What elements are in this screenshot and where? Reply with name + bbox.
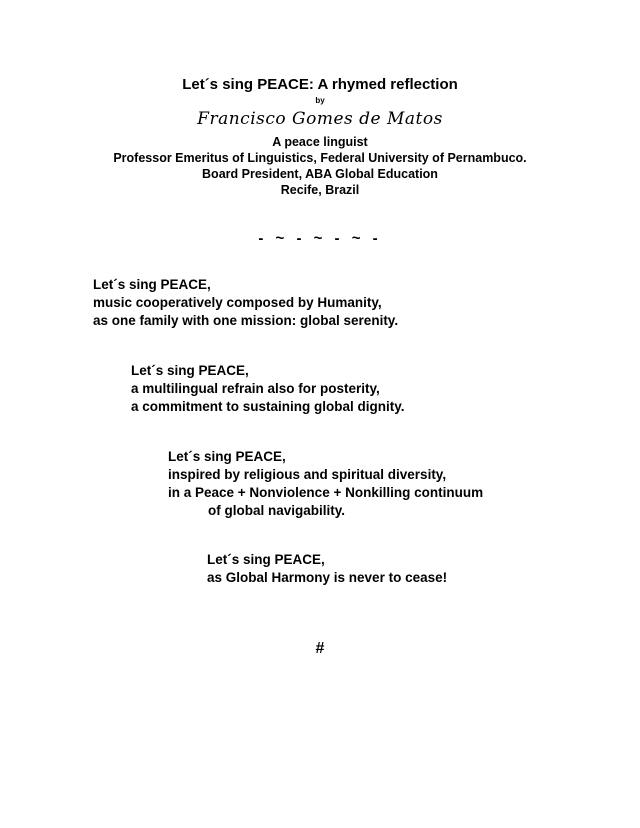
poem-line: Let´s sing PEACE,: [131, 363, 249, 378]
author-location: Recife, Brazil: [280, 183, 360, 197]
poem-stanza-1: [93, 276, 398, 330]
author-position: Professor Emeritus of Linguistics, Federal University of Pernambuco.: [113, 151, 527, 165]
poem-line: inspired by religious and spiritual diversity,: [168, 467, 447, 482]
poem-title: Let´s sing PEACE: A rhymed reflection: [182, 76, 458, 93]
poem-stanza-2: [131, 362, 405, 416]
poem-line: as Global Harmony is never to cease!: [207, 570, 448, 585]
poem-line: in a Peace + Nonviolence + Nonkilling continuum: [168, 485, 484, 500]
author-board-role: Board President, ABA Global Education: [202, 167, 438, 181]
poem-stanza-3: [168, 448, 483, 520]
poem-line: a multilingual refrain also for posterity,: [131, 381, 380, 396]
end-mark: #: [315, 640, 325, 657]
by-line: by: [315, 96, 325, 105]
poem-line: Let´s sing PEACE,: [168, 449, 286, 464]
poem-line: of global navigability.: [208, 503, 346, 518]
poem-line: a commitment to sustaining global dignity.: [131, 399, 405, 414]
poem-line: Let´s sing PEACE,: [93, 277, 211, 292]
poem-line: Let´s sing PEACE,: [207, 552, 325, 567]
section-divider: - ~ - ~ - ~ -: [258, 230, 382, 247]
author-name: Francisco Gomes de Matos: [197, 109, 443, 129]
poem-line: music cooperatively composed by Humanity,: [93, 295, 382, 310]
poem-stanza-4: [207, 551, 447, 587]
author-role: A peace linguist: [272, 135, 368, 149]
poem-line: as one family with one mission: global serenity.: [93, 313, 399, 328]
